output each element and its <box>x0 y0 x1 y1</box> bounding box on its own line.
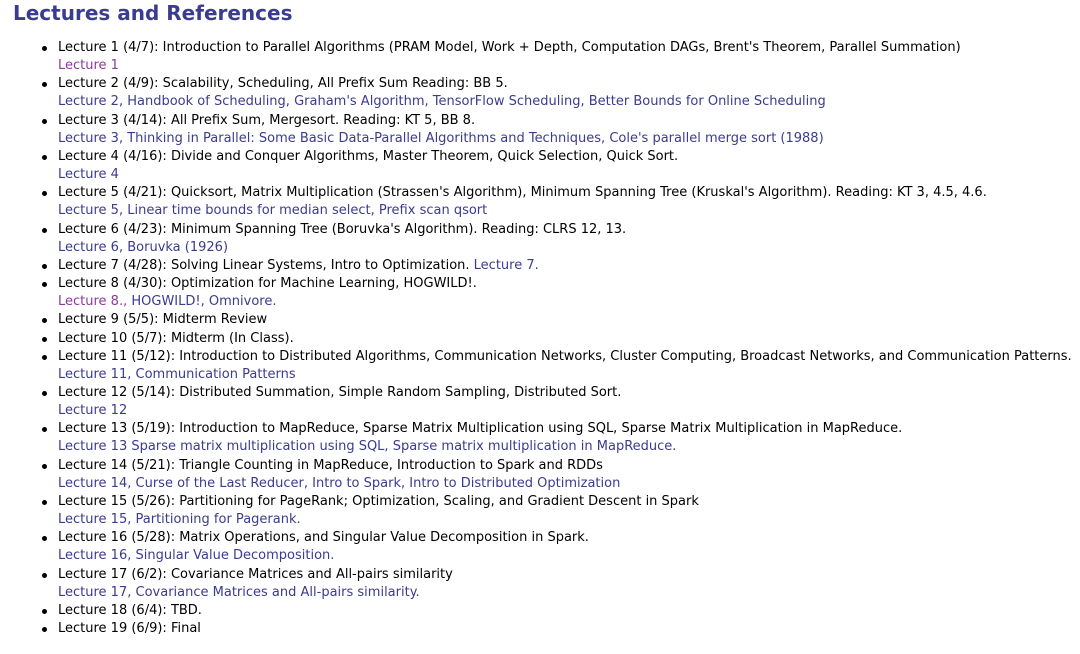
reference-link[interactable]: Curse of the Last Reducer, <box>135 475 308 491</box>
reference-link[interactable]: Cole's parallel merge sort (1988) <box>609 130 824 146</box>
lecture-item <box>58 620 1080 638</box>
lecture-item <box>58 184 1080 220</box>
reference-link[interactable]: Linear time bounds for median select, <box>127 203 375 219</box>
lecture-description <box>58 148 1080 166</box>
reference-link[interactable]: Handbook of Scheduling, <box>127 94 290 110</box>
reference-links <box>58 57 1080 75</box>
lecture-description <box>58 602 1080 620</box>
reference-link[interactable]: Lecture 16, <box>58 548 132 564</box>
lecture-item <box>58 566 1080 602</box>
reference-links <box>58 584 1080 602</box>
lecture-item <box>58 311 1080 329</box>
lecture-description <box>58 184 1080 202</box>
lecture-item <box>58 457 1080 493</box>
lecture-description <box>58 384 1080 402</box>
lecture-text: Lecture 14 (5/21): Triangle Counting in MapReduce, Introduction to Spark and RDDs <box>58 457 603 473</box>
reference-links <box>58 366 1080 384</box>
lecture-description <box>58 112 1080 130</box>
lecture-text: Lecture 12 (5/14): Distributed Summation, Simple Random Sampling, Distributed Sort. <box>58 384 622 400</box>
lecture-item <box>58 221 1080 257</box>
reference-link[interactable]: Boruvka (1926) <box>127 239 229 255</box>
reference-links <box>58 438 1080 456</box>
lecture-text: Lecture 6 (4/23): Minimum Spanning Tree (Boruvka's Algorithm). Reading: CLRS 12, 13. <box>58 221 627 237</box>
lecture-inline-link[interactable]: Lecture 7. <box>473 257 539 273</box>
reference-link[interactable]: Lecture 5, <box>58 203 124 219</box>
lecture-item <box>58 39 1080 75</box>
reference-link[interactable]: Sparse matrix multiplication using SQL, <box>131 439 389 455</box>
reference-link[interactable]: Prefix scan qsort <box>378 203 488 219</box>
reference-links <box>58 402 1080 420</box>
lecture-description <box>58 75 1080 93</box>
lecture-item <box>58 75 1080 111</box>
reference-link[interactable]: Lecture 8., <box>58 294 128 310</box>
lecture-item <box>58 420 1080 456</box>
lecture-text: Lecture 3 (4/14): All Prefix Sum, Mergesort. Reading: KT 5, BB 8. <box>58 112 476 128</box>
lecture-item <box>58 330 1080 348</box>
lecture-text: Lecture 5 (4/21): Quicksort, Matrix Multiplication (Strassen's Algorithm), Minimum Spanning Tree (Kruskal's Algorithm). Reading: KT 3, 4.5, 4.6. <box>58 185 987 201</box>
lecture-text: Lecture 17 (6/2): Covariance Matrices and All-pairs similarity <box>58 566 453 582</box>
lecture-text: Lecture 4 (4/16): Divide and Conquer Algorithms, Master Theorem, Quick Selection, Quick Sort. <box>58 148 679 164</box>
lecture-item <box>58 275 1080 311</box>
reference-link[interactable]: Thinking in Parallel: Some Basic Data-Parallel Algorithms and Techniques, <box>127 130 606 146</box>
reference-links <box>58 239 1080 257</box>
lecture-description <box>58 566 1080 584</box>
lecture-item <box>58 112 1080 148</box>
lecture-description <box>58 257 1080 275</box>
reference-links <box>58 166 1080 184</box>
reference-links <box>58 547 1080 565</box>
lecture-item <box>58 602 1080 620</box>
lecture-description <box>58 457 1080 475</box>
lecture-description <box>58 620 1080 638</box>
lecture-text: Lecture 8 (4/30): Optimization for Machine Learning, HOGWILD!. <box>58 276 477 292</box>
reference-link[interactable]: Intro to Distributed Optimization <box>409 475 621 491</box>
reference-link[interactable]: Sparse matrix multiplication in MapReduce. <box>392 439 677 455</box>
lecture-item <box>58 257 1080 275</box>
lecture-description <box>58 221 1080 239</box>
reference-links <box>58 475 1080 493</box>
reference-link[interactable]: Lecture 17, <box>58 584 132 600</box>
reference-link[interactable]: Lecture 6, <box>58 239 124 255</box>
lecture-item <box>58 384 1080 420</box>
lecture-text: Lecture 13 (5/19): Introduction to MapReduce, Sparse Matrix Multiplication using SQL, Sparse Matrix Multiplication in MapReduce. <box>58 421 903 437</box>
lecture-description <box>58 275 1080 293</box>
lecture-text: Lecture 2 (4/9): Scalability, Scheduling, All Prefix Sum Reading: BB 5. <box>58 76 508 92</box>
lecture-text: Lecture 7 (4/28): Solving Linear Systems, Intro to Optimization. <box>58 257 470 273</box>
lecture-description <box>58 39 1080 57</box>
lecture-description <box>58 529 1080 547</box>
lecture-text: Lecture 15 (5/26): Partitioning for PageRank; Optimization, Scaling, and Gradient Descent in Spark <box>58 493 699 509</box>
reference-link[interactable]: Lecture 15, <box>58 512 132 528</box>
reference-link[interactable]: HOGWILD!, <box>131 294 205 310</box>
lecture-description <box>58 330 1080 348</box>
lecture-item <box>58 348 1080 384</box>
reference-link[interactable]: Lecture 11, <box>58 366 132 382</box>
reference-link[interactable]: Lecture 14, <box>58 475 132 491</box>
reference-links <box>58 511 1080 529</box>
reference-link[interactable]: Covariance Matrices and All-pairs similarity. <box>135 584 420 600</box>
reference-link[interactable]: Partitioning for Pagerank. <box>135 512 301 528</box>
lecture-text: Lecture 19 (6/9): Final <box>58 621 201 636</box>
page-heading: Lectures and References <box>13 1 293 25</box>
lecture-description <box>58 311 1080 329</box>
lecture-text: Lecture 9 (5/5): Midterm Review <box>58 312 268 328</box>
reference-link[interactable]: Singular Value Decomposition. <box>135 548 335 564</box>
reference-links <box>58 293 1080 311</box>
reference-link[interactable]: Lecture 12 <box>58 403 128 419</box>
reference-link[interactable]: Lecture 4 <box>58 167 119 183</box>
lecture-description <box>58 420 1080 438</box>
reference-links <box>58 93 1080 111</box>
reference-links <box>58 130 1080 148</box>
lecture-description <box>58 348 1080 366</box>
lecture-description <box>58 493 1080 511</box>
lecture-item <box>58 493 1080 529</box>
lecture-list <box>0 39 1080 638</box>
lecture-text: Lecture 16 (5/28): Matrix Operations, and Singular Value Decomposition in Spark. <box>58 530 589 546</box>
lecture-item <box>58 148 1080 184</box>
reference-link[interactable]: Communication Patterns <box>135 366 296 382</box>
lecture-text: Lecture 11 (5/12): Introduction to Distributed Algorithms, Communication Networks, Cluster Computing, Broadcast Networks, and Communication Patterns. <box>58 348 1072 364</box>
lecture-text: Lecture 1 (4/7): Introduction to Parallel Algorithms (PRAM Model, Work + Depth, Computation DAGs, Brent's Theorem, Parallel Summation) <box>58 40 961 55</box>
reference-links <box>58 202 1080 220</box>
reference-link[interactable]: Intro to Spark, <box>312 475 406 491</box>
reference-link[interactable]: TensorFlow Scheduling, <box>432 94 585 110</box>
lecture-text: Lecture 10 (5/7): Midterm (In Class). <box>58 330 294 346</box>
reference-link[interactable]: Lecture 1 <box>58 58 119 74</box>
reference-link[interactable]: Lecture 2, <box>58 94 124 110</box>
lecture-item <box>58 529 1080 565</box>
reference-link[interactable]: Graham's Algorithm, <box>294 94 429 110</box>
reference-link[interactable]: Omnivore. <box>208 294 277 310</box>
reference-link[interactable]: Lecture 3, <box>58 130 124 146</box>
lecture-text: Lecture 18 (6/4): TBD. <box>58 602 202 618</box>
reference-link[interactable]: Lecture 13 <box>58 439 128 455</box>
reference-link[interactable]: Better Bounds for Online Scheduling <box>588 94 826 110</box>
